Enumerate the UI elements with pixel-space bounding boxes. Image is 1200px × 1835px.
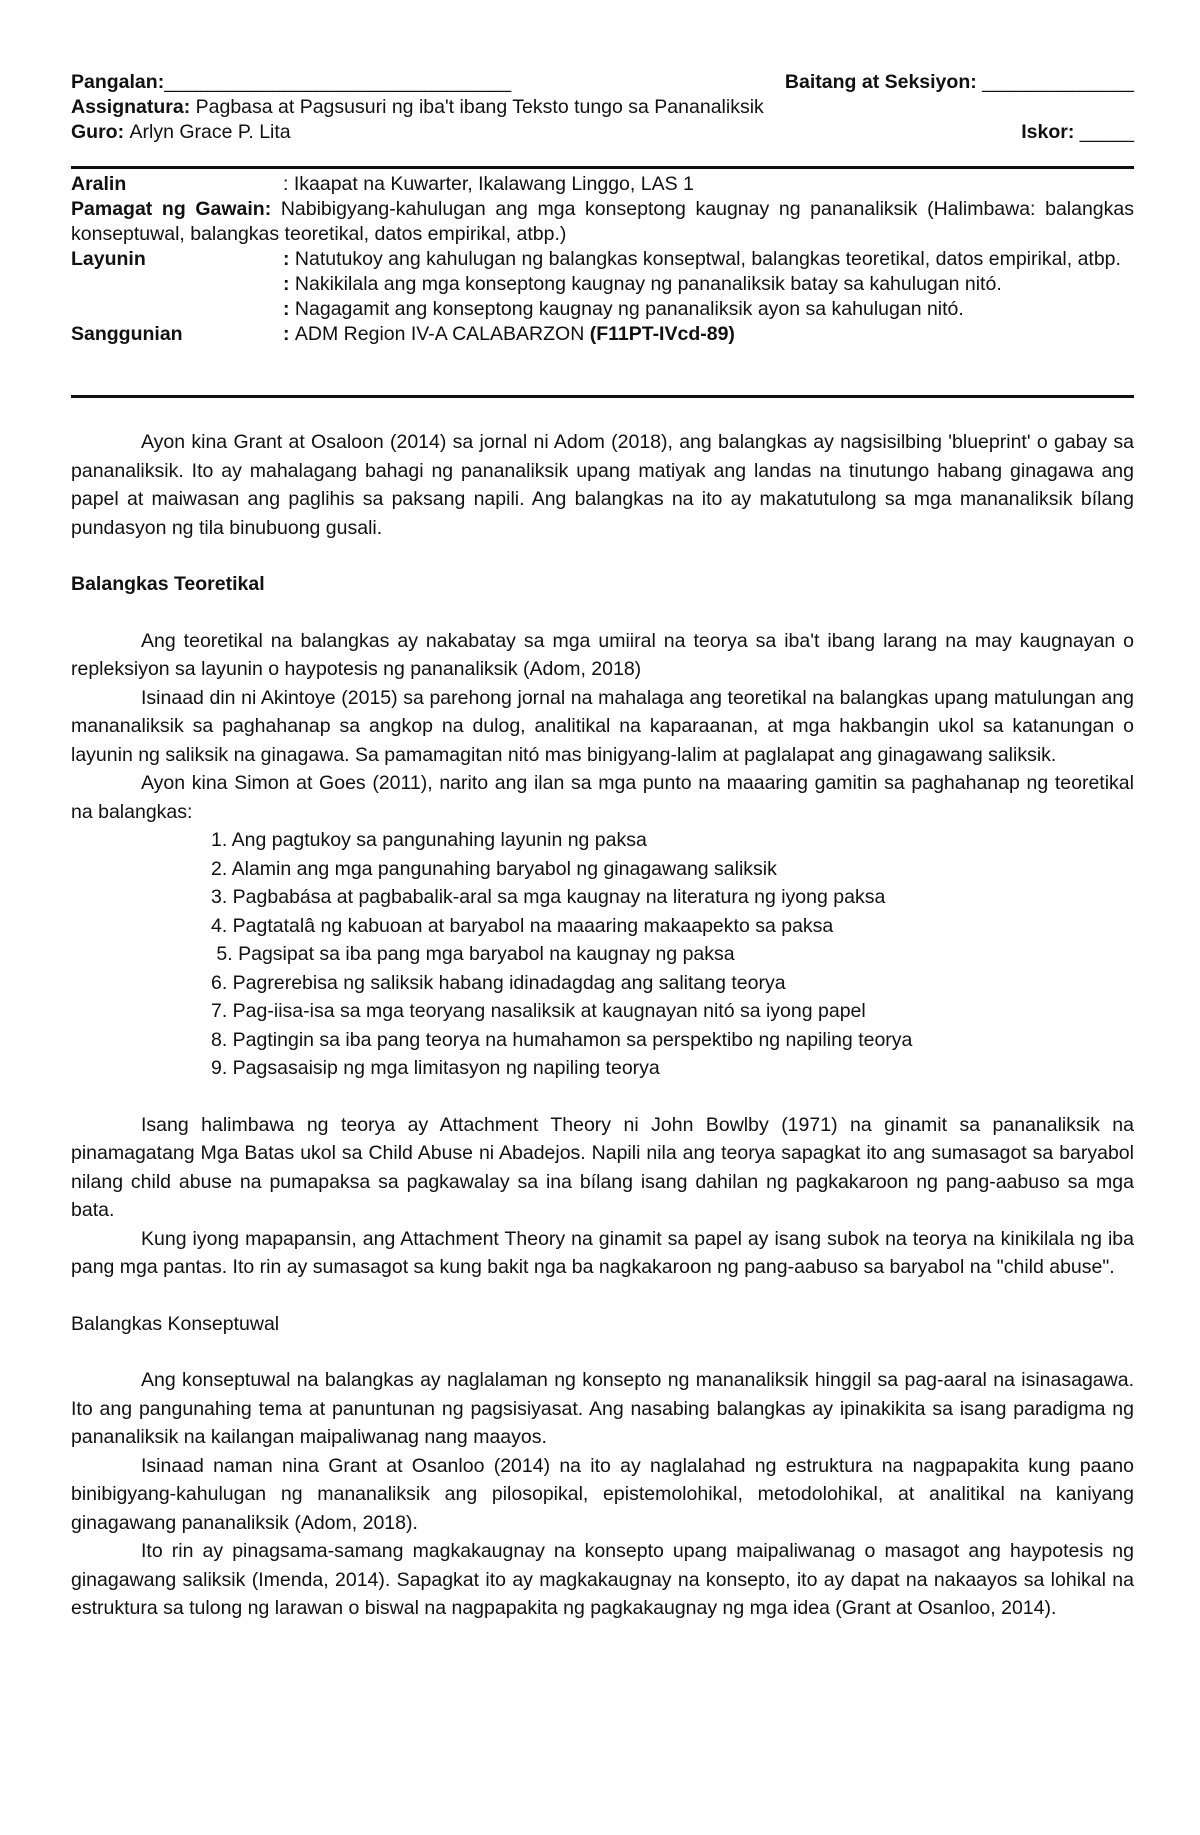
- bottom-divider: [71, 395, 1134, 398]
- layunin-row: [71, 247, 1134, 322]
- list-item: 1. Ang pagtukoy sa pangunahing layunin ng paksa: [211, 829, 647, 851]
- list-item: 2. Alamin ang mga pangunahing baryabol ng ginagawang saliksik: [211, 857, 777, 880]
- layunin-text: Natutukoy ang kahulugan ng balangkas konseptwal, balangkas teoretikal, datos empirikal, atbp.: [294, 248, 1121, 270]
- pamagat-row: [71, 197, 1134, 247]
- sanggunian-value: ADM Region IV-A CALABARZON: [294, 323, 585, 345]
- name-grade-row: [71, 70, 1134, 95]
- list-item: 4. Pagtatalâ ng kabuoan at baryabol na maaaring makaapekto sa paksa: [211, 914, 834, 937]
- paragraph: Ang teoretikal na balangkas ay nakabatay sa mga umiiral na teorya sa iba't ibang larang na may kaugnayan o repleksiyon sa layunin o haypotesis ng pananaliksik (Adom, 2018): [71, 629, 1134, 680]
- score-field: [1021, 120, 1134, 145]
- score-label: Iskor:: [1021, 121, 1075, 143]
- name-blank[interactable]: ________________________________: [164, 71, 512, 93]
- list-item: 8. Pagtingin sa iba pang teorya na humahamon sa perspektibo ng napiling teorya: [211, 1028, 913, 1051]
- name-label: Pangalan:: [71, 71, 165, 93]
- aralin-row: [71, 172, 1134, 197]
- intro-paragraph: Ayon kina Grant at Osaloon (2014) sa jornal ni Adom (2018), ang balangkas ay nagsisilbing 'blueprint' o gabay sa pananaliksik. Ito ay mahalagang bahagi ng pananaliksik upang matiyak ang landas na tinutungo habang ginagawa ang papel at maiwasan ang paglihis sa paksang napili. Ang balangkas na ito ay makatutulong sa mga mananaliksik bílang pundasyon ng tila binubuong gusali.: [71, 431, 1134, 539]
- list-item: 5. Pagsipat sa iba pang mga baryabol na kaugnay ng paksa: [211, 943, 735, 965]
- teacher-score-row: [71, 120, 1134, 145]
- layunin-text: Nakikilala ang mga konseptong kaugnay ng pananaliksik batay sa kahulugan nitó.: [294, 273, 1002, 295]
- layunin-item: : Nagagamit ang konseptong kaugnay ng pananaliksik ayon sa kahulugan nitó.: [283, 298, 964, 320]
- layunin-label: Layunin: [71, 248, 146, 270]
- top-divider: [71, 166, 1134, 169]
- pamagat-label: Pamagat ng Gawain:: [71, 198, 272, 220]
- teacher-value: Arlyn Grace P. Lita: [129, 121, 291, 143]
- layunin-list: [283, 247, 1134, 322]
- paragraph: Isang halimbawa ng teorya ay Attachment Theory ni John Bowlby (1971) na ginamit sa pananaliksik na pinamagatang Mga Batas ukol sa Child Abuse ni Abadejos. Napili nila ang teorya sapagkat ito ang sumasagot sa baryabol nilang child abuse na pumapaksa sa pagkawalay sa ina bílang isang dahilan ng pagkakaroon ng pang-aabuso sa mga bata.: [71, 1113, 1134, 1221]
- list-item: 7. Pag-iisa-isa sa mga teoryang nasaliksik at kaugnayan nitó sa iyong papel: [211, 1000, 866, 1022]
- paragraph: Isinaad naman nina Grant at Osanloo (2014) na ito ay naglalahad ng estruktura na nagpapakita kung paano binibigyang-kahulugan ng mananaliksik ang pilosopikal, epistemolohikal, metodolohikal, at analitikal na kaniyang ginagawang pananaliksik (Adom, 2018).: [71, 1454, 1134, 1534]
- paragraph: Kung iyong mapapansin, ang Attachment Theory na ginamit sa papel ay isang subok na teorya na kinikilala ng iba pang mga pantas. Ito rin ay sumasagot sa kung bakit nga ba nagkakaroon ng pang-aabuso sa baryabol na "child abuse".: [71, 1227, 1134, 1278]
- pamagat-value: Nabibigyang-kahulugan ang mga konseptong kaugnay ng pananaliksik (Halimbawa: balangkas konseptuwal, balangkas teoretikal, datos empirikal, atbp.): [71, 198, 1134, 245]
- sanggunian-label: Sanggunian: [71, 323, 183, 345]
- teoretikal-steps-list: [71, 826, 1134, 1083]
- paragraph: Ito rin ay pinagsama-samang magkakaugnay na konsepto upang maipaliwanag o masagot ang haypotesis ng ginagawang saliksik (Imenda, 2014). Sapagkat ito ay magkakaugnay na konsepto, ito ay dapat na nakaayos sa lohikal na estruktura sa tulong ng larawan o biswal na nagpapakita ng pagkakaugnay ng mga idea (Grant at Osanloo, 2014).: [71, 1540, 1134, 1619]
- list-item: 3. Pagbabása at pagbabalik-aral sa mga kaugnay na literatura ng iyong paksa: [211, 886, 886, 908]
- sanggunian-code: (F11PT-IVcd-89): [589, 323, 735, 345]
- layunin-text: Nagagamit ang konseptong kaugnay ng pananaliksik ayon sa kahulugan nitó.: [294, 298, 964, 320]
- teacher-label: Guro:: [71, 121, 125, 143]
- paragraph: Ayon kina Simon at Goes (2011), narito ang ilan sa mga punto na maaaring gamitin sa paghahanap ng teoretikal na balangkas:: [71, 772, 1134, 823]
- grade-section-field: [785, 70, 1134, 95]
- aralin-value: : Ikaapat na Kuwarter, Ikalawang Linggo, LAS 1: [283, 173, 694, 195]
- subject-row: [71, 95, 1134, 120]
- grade-section-blank[interactable]: ______________: [982, 71, 1134, 93]
- subject-label: Assignatura:: [71, 96, 191, 118]
- layunin-item: : Natutukoy ang kahulugan ng balangkas konseptwal, balangkas teoretikal, datos empirikal, atbp.: [283, 248, 1121, 270]
- grade-section-label: Baitang at Seksiyon:: [784, 71, 977, 93]
- score-blank[interactable]: _____: [1079, 121, 1134, 143]
- sanggunian-row: Sanggunian : ADM Region IV-A CALABARZON (F11PT-IVcd-89): [71, 323, 735, 345]
- heading-teoretikal: Balangkas Teoretikal: [71, 573, 265, 595]
- subject-value: Pagbasa at Pagsusuri ng iba't ibang Teksto tungo sa Pananaliksik: [195, 96, 764, 118]
- paragraph: Ang konseptuwal na balangkas ay naglalaman ng konsepto ng mananaliksik hinggil sa pag-aaral na isinasagawa. Ito ang pangunahing tema at panuntunan ng pagsisiyasat. Ang nasabing balangkas ay ipinakikita sa isang paradigma ng pananaliksik na kailangan maipaliwanag nang maayos.: [71, 1369, 1134, 1448]
- header-block: [71, 70, 1134, 145]
- layunin-item: : Nakikilala ang mga konseptong kaugnay ng pananaliksik batay sa kahulugan nitó.: [283, 273, 1002, 295]
- info-block: [71, 172, 1134, 347]
- list-item: 9. Pagsasaisip ng mga limitasyon ng napiling teorya: [211, 1057, 660, 1079]
- body-content: [71, 428, 1134, 1623]
- list-item: 6. Pagrerebisa ng saliksik habang idinadagdag ang salitang teorya: [211, 971, 786, 994]
- heading-konseptuwal: Balangkas Konseptuwal: [71, 1312, 280, 1335]
- aralin-label: Aralin: [71, 173, 127, 195]
- paragraph: Isinaad din ni Akintoye (2015) sa parehong jornal na mahalaga ang teoretikal na balangkas upang matulungan ang mananaliksik sa paghahanap sa angkop na dulog, analitikal na kaparaanan, at mga hakbangin ukol sa katanungan o layunin ng saliksik na ginagawa. Sa pamamagitan nitó mas binigyang-lalim at paglalapat ang ginagawang saliksik.: [71, 686, 1134, 766]
